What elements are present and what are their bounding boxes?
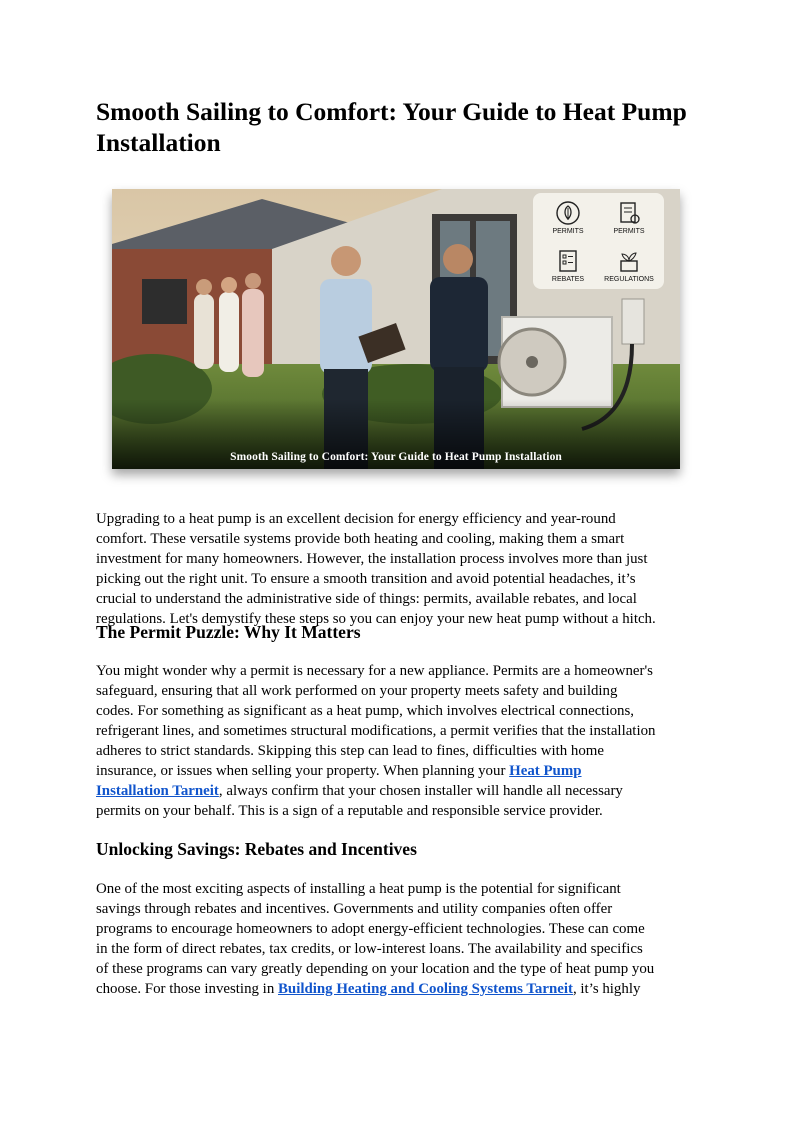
page-title: Smooth Sailing to Comfort: Your Guide to Heat Pump Installation [96,97,687,157]
card-label-permits-2: PERMITS [613,228,645,235]
card-item-regulations [599,248,659,283]
leaf-badge-icon [555,200,581,226]
card-item-permits-2 [599,200,659,235]
card-item-permits [538,200,598,235]
heat-pump-installation-link[interactable]: Heat Pump Installation Tarneit [96,763,582,799]
section-heading-rebates: Unlocking Savings: Rebates and Incentives [96,839,417,859]
hero-image [112,189,680,469]
card-label-rebates: REBATES [551,276,585,283]
rebates-paragraph: One of the most exciting aspects of installing a heat pump is the potential for significant savings through rebates and incentives. Governments and utility companies often offer programs to encourage homeowners to adopt energy-efficient technologies. These can come in the form of direct rebates, tax credits, or low-interest loans. The availability and specifics of these programs can vary greatly depending on your location and the type of heat pump you choose. For those investing in Building Heating and Cooling Systems Tarneit, it’s highly [96,881,655,997]
document-stamp-icon [616,200,642,226]
info-card [533,193,664,289]
building-heating-cooling-link[interactable]: Building Heating and Cooling Systems Tarneit [277,981,573,997]
hero-caption: Smooth Sailing to Comfort: Your Guide to Heat Pump Installation [230,451,562,463]
card-label-permits: PERMITS [552,228,584,235]
card-label-regulations: REGULATIONS [604,276,654,283]
card-item-rebates [538,248,598,283]
plant-box-icon [616,248,642,274]
checklist-icon [555,248,581,274]
intro-paragraph: Upgrading to a heat pump is an excellent decision for energy efficiency and year-round comfort. These versatile systems provide both heating and cooling, making them a smart investment for many homeowners. However, the installation process involves more than just picking out the right unit. To ensure a smooth transition and avoid potential headaches, it’s crucial to understand the administrative side of things: permits, available rebates, and local regulations. Let's demystify these steps so you can enjoy your new heat pump without a hitch. [96,511,656,627]
section-heading-permit: The Permit Puzzle: Why It Matters [96,622,361,642]
permit-paragraph: You might wonder why a permit is necessary for a new appliance. Permits are a homeowner's safeguard, ensuring that all work performed on your property meets safety and building codes. For something as significant as a heat pump, which involves electrical connections, refrigerant lines, and sometimes structural modifications, a permit verifies that the installation adheres to strict standards. Skipping this step can lead to fines, difficulties with home insurance, or issues when selling your property. When planning your Heat Pump Installation Tarneit, always confirm that your chosen installer will handle all necessary permits on your behalf. This is a sign of a reputable and responsible service provider. [96,663,656,819]
